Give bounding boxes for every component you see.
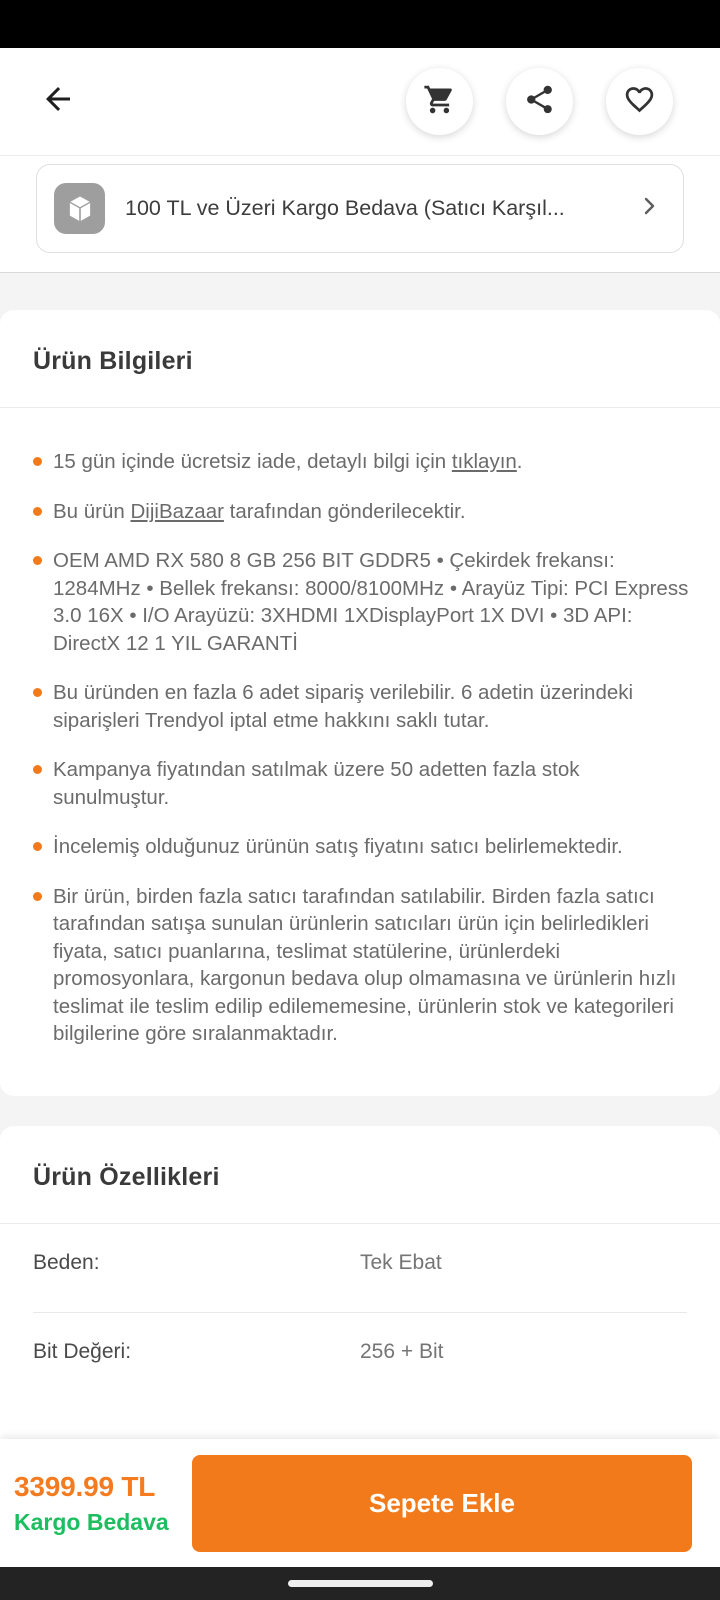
info-bullet-text [53, 498, 466, 526]
feature-row [0, 1313, 720, 1401]
bullet-dot-icon [33, 507, 42, 516]
feature-value: Tek Ebat [360, 1250, 442, 1274]
bullet-dot-icon [33, 842, 42, 851]
top-app-bar [0, 48, 720, 156]
back-button[interactable] [36, 80, 80, 124]
product-info-card [0, 310, 720, 1096]
purchase-bar [0, 1439, 720, 1567]
shipping-banner-text: 100 TL ve Üzeri Kargo Bedava (Satıcı Karşıl... [125, 196, 565, 220]
text-segment: Bu üründen en fazla 6 adet sipariş verilebilir. 6 adetin üzerindeki siparişleri Trendyol iptal etme hakkını saklı tutar. [53, 681, 634, 732]
product-features-table [0, 1224, 720, 1401]
favorite-button[interactable] [606, 68, 673, 135]
add-to-cart-button[interactable]: Sepete Ekle [192, 1455, 692, 1552]
text-segment: 15 gün içinde ücretsiz iade, detaylı bilgi için [53, 450, 452, 473]
info-bullet-item [33, 833, 690, 861]
feature-value: 256 + Bit [360, 1339, 444, 1363]
price-block [14, 1471, 176, 1536]
share-button[interactable] [506, 68, 573, 135]
chevron-right-icon [637, 194, 661, 223]
package-box-icon [54, 183, 105, 234]
cart-button[interactable] [406, 68, 473, 135]
back-arrow-icon [40, 81, 76, 122]
product-features-header [0, 1126, 720, 1224]
feature-label: Bit Değeri: [33, 1339, 132, 1363]
shipping-banner[interactable] [36, 164, 684, 253]
product-info-header [0, 310, 720, 408]
info-bullet-text [53, 883, 690, 1048]
info-bullet-item [33, 679, 690, 734]
info-bullet-text [53, 833, 623, 861]
info-bullet-item [33, 448, 690, 476]
inline-link[interactable]: DijiBazaar [130, 499, 224, 523]
feature-label: Beden: [33, 1250, 100, 1274]
page-content [0, 272, 720, 1546]
text-segment: Bu ürün [53, 499, 131, 523]
info-bullet-item [33, 547, 690, 657]
heart-outline-icon [623, 83, 656, 121]
product-info-bullet-list [0, 408, 720, 1096]
bullet-dot-icon [33, 765, 42, 774]
bullet-dot-icon [33, 892, 42, 901]
info-bullet-text [53, 679, 690, 734]
inline-link[interactable]: tıklayın [451, 450, 517, 473]
info-bullet-item [33, 756, 690, 811]
gesture-handle[interactable] [288, 1580, 433, 1587]
free-shipping-label: Kargo Bedava [14, 1508, 169, 1535]
feature-row [0, 1224, 720, 1312]
info-bullet-item [33, 498, 690, 526]
info-bullet-text [53, 756, 690, 811]
bullet-dot-icon [33, 556, 42, 565]
product-info-title: Ürün Bilgileri [33, 347, 193, 375]
text-segment: Bir ürün, birden fazla satıcı tarafından satılabilir. Birden fazla satıcı tarafından satışa sunulan ürünlerin satıcıları ürün için belirledikleri fiyata, satıcı puanlarına, teslimat statülerine, ürünlerdeki promosyonlara, kargonun bedava olup olmamasına ve ürünlerin hızlı teslimat ile teslim edilip edilememesine, ürünlerin stok ve kategorileri bilgilerine göre sıralanmaktadır. [53, 884, 677, 1045]
header-actions [406, 68, 673, 135]
share-icon [523, 83, 556, 121]
product-features-title: Ürün Özellikleri [33, 1162, 220, 1191]
info-bullet-item [33, 883, 690, 1048]
text-segment: İncelemiş olduğunuz ürünün satış fiyatını satıcı belirlemektedir. [53, 835, 623, 858]
shopping-cart-icon [423, 83, 456, 121]
info-bullet-text [53, 448, 523, 476]
product-price: 3399.99 TL [14, 1470, 156, 1502]
text-segment: OEM AMD RX 580 8 GB 256 BIT GDDR5 • Çekirdek frekansı: 1284MHz • Bellek frekansı: 8000/8100MHz • Arayüz Tipi: PCI Express 3.0 16X • I/O Arayüzü: 3XHDMI 1XDisplayPort 1X DVI • 3D API: DirectX 12 1 YIL GARANTİ [53, 549, 689, 655]
text-segment: Kampanya fiyatından satılmak üzere 50 adetten fazla stok sunulmuştur. [53, 758, 580, 809]
bullet-dot-icon [33, 457, 42, 466]
text-segment: . [516, 450, 523, 473]
text-segment: tarafından gönderilecektir. [223, 499, 466, 523]
bullet-dot-icon [33, 688, 42, 697]
shipping-banner-section [0, 156, 720, 272]
status-bar [0, 0, 720, 48]
info-bullet-text [53, 547, 690, 657]
gesture-nav-bar [0, 1567, 720, 1600]
